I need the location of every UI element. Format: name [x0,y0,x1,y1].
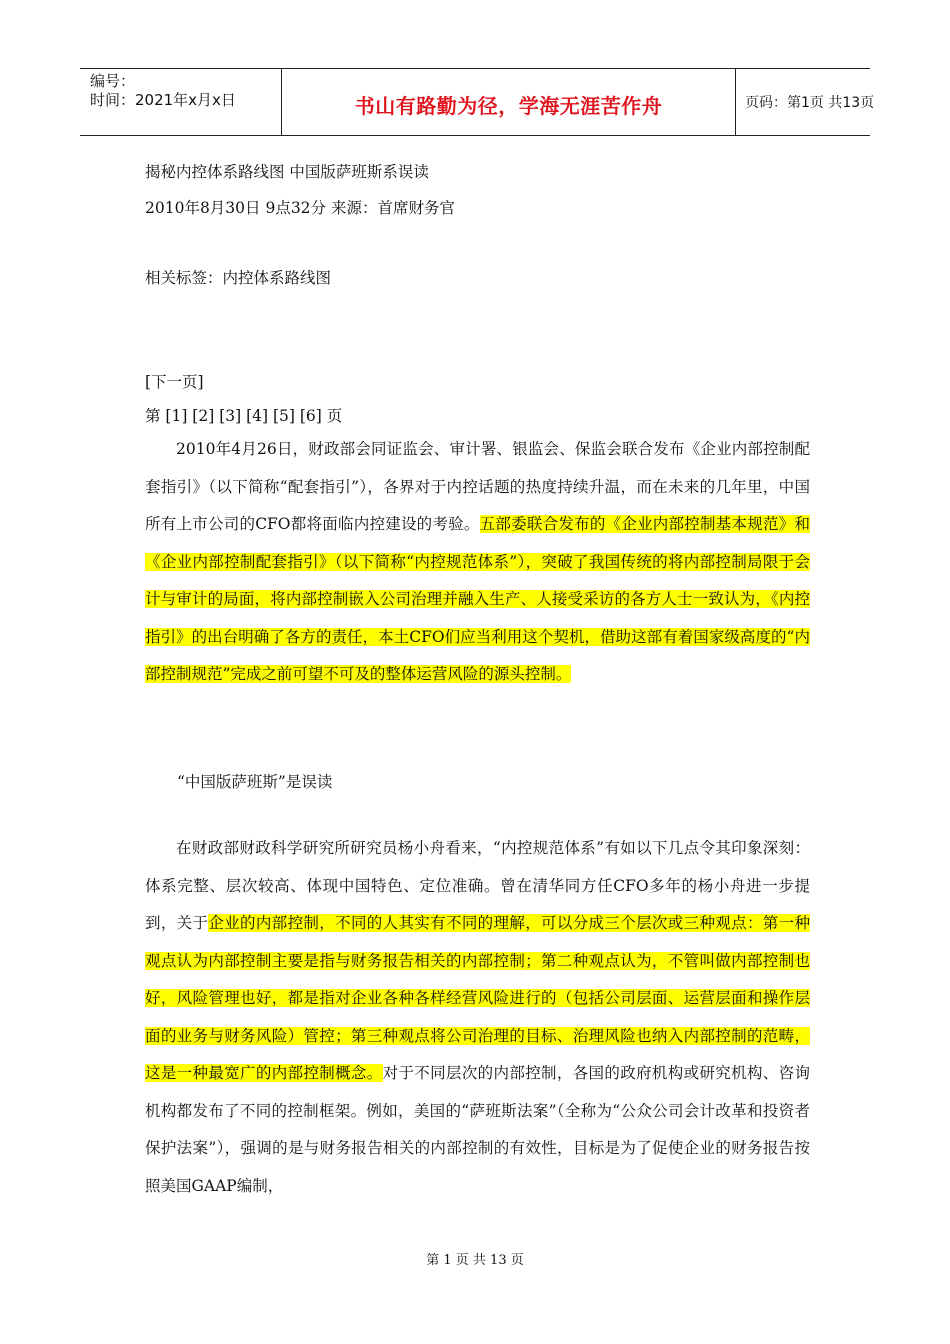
article-title: 揭秘内控体系路线图 中国版萨班斯系误读 [145,163,429,181]
pagination[interactable]: 第 [1] [2] [3] [4] [5] [6] 页 [145,407,343,425]
header-table [80,68,875,136]
paragraph-2-tail: 对于不同层次的内部控制，各国的政府机构或研究机构、咨询机构都发布了不同的控制框架。例如，美国的“萨班斯法案”（全称为“公众公司会计改革和投资者保护法案”），强调的是与财务报告相关的内部控制的有效性，目标是为了促使企业的财务报告按照美国GAAP编制， [145,1064,810,1195]
paragraph-1 [145,431,810,694]
paragraph-2-text: 在财政部财政科学研究所研究员杨小舟看来，“内控规范体系”有如以下几点令其印象深刻：体系完整、层次较高、体现中国特色、定位准确。曾在清华同方任CFO多年的杨小舟进一步提到，关于 [145,839,810,932]
motto-text: 书山有路勤为径，学海无涯苦作舟 [354,93,663,118]
number-label: 编号： [90,72,136,90]
paragraph-2-highlight: 企业的内部控制，不同的人其实有不同的理解，可以分成三个层次或三种观点：第一种观点认为内部控制主要是指与财务报告相关的内部控制；第二种观点认为，不管叫做内部控制也好，风险管理也好，都是指对企业各种各样经营风险进行的（包括公司层面、运营层面和操作层面的业务与财务风险）管控；第三种观点将公司治理的目标、治理风险也纳入内部控制的范畴，这是一种最宽广的内部控制概念。 [145,914,810,1082]
time-label: 时间：2021年x月x日 [90,91,236,109]
subheading: “中国版萨班斯”是误读 [177,773,333,791]
paragraph-1-highlight: 五部委联合发布的《企业内部控制基本规范》和《企业内部控制配套指引》（以下简称“内控规范体系”），突破了我国传统的将内部控制局限于会计与审计的局面，将内部控制嵌入公司治理并融入生产、人接受采访的各方人士一致认为，《内控指引》的出台明确了各方的责任，本土CFO们应当利用这个契机，借助这部有着国家级高度的“内部控制规范”完成之前可望不可及的整体运营风险的源头控制。 [145,515,810,683]
article-meta: 2010年8月30日 9点32分 来源：首席财务官 [145,199,455,217]
paragraph-2 [145,830,810,1205]
header-motto-cell [281,69,736,135]
page-footer: 第 1 页 共 13 页 [426,1253,524,1268]
paragraph-1-text: 2010年4月26日，财政部会同证监会、审计署、银监会、保监会联合发布《企业内部控制配套指引》（以下简称“配套指引”），各界对于内控话题的热度持续升温，而在未来的几年里，中国所有上市公司的CFO都将面临内控建设的考验。 [145,440,810,533]
next-page-link[interactable]: [下一页] [145,373,204,391]
header-left-cell [80,69,281,135]
article-tags: 相关标签：内控体系路线图 [145,269,332,287]
header-page-info: 页码：第1页 共13页 [745,95,875,111]
